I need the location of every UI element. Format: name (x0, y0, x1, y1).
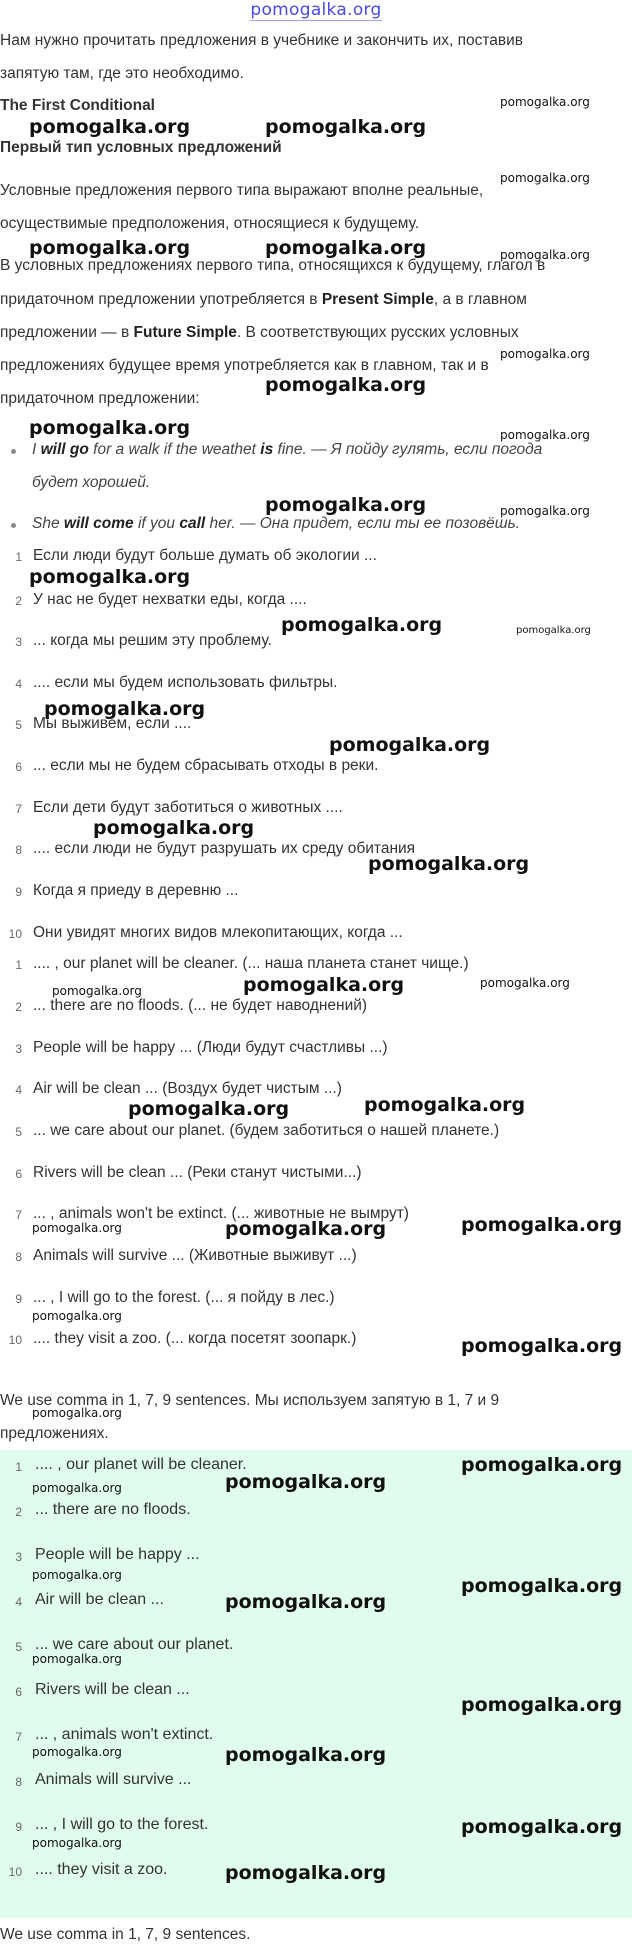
theory-p2-line4: предложениях будущее время употребляется как в главном, так и в (0, 357, 489, 374)
watermark: pomogalka.org (500, 347, 590, 361)
watermark: pomogalka.org (461, 1335, 623, 1357)
list-number: 8 (15, 1250, 22, 1264)
list-item: Они увидят многих видов млекопитающих, когда ... (33, 924, 403, 941)
watermark: pomogalka.org (480, 976, 570, 990)
list-number: 10 (8, 1865, 22, 1879)
list-number: 9 (15, 885, 22, 899)
final-line: We use comma in 1, 7, 9 sentences. (0, 1926, 251, 1943)
theory-p2-line5: придаточном предложении: (0, 390, 200, 407)
list-number: 4 (15, 677, 22, 691)
summary-line-1: We use comma in 1, 7, 9 sentences. Мы используем запятую в 1, 7 и 9 (0, 1392, 500, 1409)
watermark: pomogalka.org (516, 625, 591, 636)
list-item: .... если люди не будут разрушать их среду обитания (33, 840, 416, 857)
list-number: 10 (8, 927, 22, 941)
theory-p2-line3: предложении — в Future Simple. В соответствующих русских условных (0, 324, 519, 341)
example-1-line2: будет хорошей. (32, 474, 151, 491)
list-item: Если дети будут заботиться о животных .... (33, 799, 343, 816)
watermark: pomogalka.org (32, 1652, 122, 1666)
watermark: pomogalka.org (461, 1694, 623, 1716)
bullet-dot (11, 523, 16, 528)
watermark: pomogalka.org (500, 95, 590, 109)
list-number: 3 (15, 1550, 22, 1564)
watermark: pomogalka.org (461, 1575, 623, 1597)
list-number: 2 (15, 594, 22, 608)
list-number: 6 (15, 1685, 22, 1699)
list-item: ... , animals won't extinct. (35, 1726, 214, 1743)
list-item: .... , our planet will be cleaner. (... наша планета станет чище.) (33, 955, 469, 972)
list-item: ... we care about our planet. (будем заботиться о нашей планете.) (33, 1122, 500, 1139)
theory-p2-line2: придаточном предложении употребляется в Present Simple, а в главном (0, 291, 527, 308)
theory-p1-line2: осуществимые предположения, относящиеся к будущему. (0, 215, 420, 232)
watermark: pomogalka.org (500, 504, 590, 518)
list-number: 7 (15, 802, 22, 816)
list-item: Air will be clean ... (35, 1591, 164, 1608)
summary-line-2: предложениях. (0, 1425, 109, 1442)
list-number: 1 (15, 958, 22, 972)
list-item: .... , our planet will be cleaner. (35, 1456, 247, 1473)
list-item: Air will be clean ... (Воздух будет чистым ...) (33, 1080, 342, 1097)
watermark: pomogalka.org (32, 1481, 122, 1495)
watermark: pomogalka.org (32, 1568, 122, 1582)
list-item: ... когда мы решим эту проблему. (33, 632, 272, 649)
watermark: pomogalka.org (32, 1836, 122, 1850)
heading-russian-title: Первый тип условных предложений (0, 139, 282, 156)
list-number: 1 (15, 550, 22, 564)
list-item: Animals will survive ... (Животные выживут ...) (33, 1247, 357, 1264)
watermark: pomogalka.org (29, 417, 191, 439)
watermark: pomogalka.org (265, 494, 427, 516)
watermark: pomogalka.org (225, 1471, 387, 1493)
watermark: pomogalka.org (500, 428, 590, 442)
list-item: Когда я приеду в деревню ... (33, 882, 239, 899)
list-number: 3 (15, 635, 22, 649)
watermark: pomogalka.org (44, 698, 206, 720)
watermark: pomogalka.org (52, 984, 142, 998)
watermark: pomogalka.org (32, 1406, 122, 1420)
watermark: pomogalka.org (32, 1745, 122, 1759)
list-number: 5 (15, 1125, 22, 1139)
list-item: Rivers will be clean ... (35, 1681, 190, 1698)
list-item: .... they visit a zoo. (... когда посетят зоопарк.) (33, 1330, 357, 1347)
watermark: pomogalka.org (225, 1744, 387, 1766)
watermark: pomogalka.org (461, 1454, 623, 1476)
list-number: 10 (8, 1333, 22, 1347)
watermark: pomogalka.org (500, 171, 590, 185)
watermark: pomogalka.org (225, 1862, 387, 1884)
list-number: 7 (15, 1208, 22, 1222)
watermark: pomogalka.org (29, 566, 191, 588)
list-item: Если люди будут больше думать об экологии ... (33, 547, 377, 564)
list-number: 8 (15, 1775, 22, 1789)
list-item: .... they visit a zoo. (35, 1861, 168, 1878)
watermark: pomogalka.org (29, 116, 191, 138)
list-item: Animals will survive ... (35, 1771, 192, 1788)
list-item: ... there are no floods. (35, 1501, 191, 1518)
list-number: 5 (15, 1640, 22, 1654)
list-number: 9 (15, 1292, 22, 1306)
list-item: Мы выживем, если .... (33, 715, 192, 732)
watermark: pomogalka.org (265, 116, 427, 138)
watermark: pomogalka.org (329, 734, 491, 756)
list-number: 4 (15, 1083, 22, 1097)
theory-p2-line1: В условных предложениях первого типа, относящихся к будущему, глагол в (0, 257, 546, 274)
watermark: pomogalka.org (32, 1221, 122, 1235)
watermark: pomogalka.org (93, 817, 255, 839)
watermark: pomogalka.org (265, 237, 427, 259)
watermark: pomogalka.org (461, 1214, 623, 1236)
list-item: У нас не будет нехватки еды, когда .... (33, 591, 307, 608)
watermark: pomogalka.org (461, 1816, 623, 1838)
list-number: 4 (15, 1595, 22, 1609)
site-logo[interactable]: pomogalka.org (250, 0, 382, 20)
list-number: 6 (15, 760, 22, 774)
list-item: ... если мы не будем сбрасывать отходы в реки. (33, 757, 379, 774)
watermark: pomogalka.org (500, 248, 590, 262)
watermark: pomogalka.org (128, 1098, 290, 1120)
list-item: ... , I will go to the forest. (... я пойду в лес.) (33, 1289, 335, 1306)
watermark: pomogalka.org (364, 1094, 526, 1116)
list-number: 6 (15, 1167, 22, 1181)
bullet-dot (11, 449, 16, 454)
example-1-line1: I will go for a walk if the weathet is fine. — Я пойду гулять, если погода (32, 441, 543, 458)
list-item: ... , I will go to the forest. (35, 1816, 209, 1833)
watermark: pomogalka.org (225, 1591, 387, 1613)
list-number: 5 (15, 718, 22, 732)
example-2-line1: She will come if you call her. — Она придет, если ты ее позовёшь. (32, 515, 521, 532)
list-item: Rivers will be clean ... (Реки станут чистыми...) (33, 1164, 362, 1181)
watermark: pomogalka.org (243, 974, 405, 996)
intro-line-2: запятую там, где это необходимо. (0, 65, 244, 82)
intro-line-1: Нам нужно прочитать предложения в учебнике и закончить их, поставив (0, 32, 524, 49)
list-item: People will be happy ... (35, 1546, 200, 1563)
list-number: 2 (15, 1000, 22, 1014)
list-item: .... если мы будем использовать фильтры. (33, 674, 338, 691)
list-number: 8 (15, 843, 22, 857)
theory-p1-line1: Условные предложения первого типа выражают вполне реальные, (0, 182, 484, 199)
list-item: ... we care about our planet. (35, 1636, 234, 1653)
watermark: pomogalka.org (32, 1309, 122, 1323)
list-number: 1 (15, 1460, 22, 1474)
heading-first-conditional: The First Conditional (0, 97, 155, 114)
list-number: 7 (15, 1730, 22, 1744)
watermark: pomogalka.org (265, 374, 427, 396)
list-number: 3 (15, 1042, 22, 1056)
list-item: People will be happy ... (Люди будут счастливы ...) (33, 1039, 388, 1056)
list-number: 9 (15, 1820, 22, 1834)
list-item: ... , animals won't be extinct. (... животные не вымрут) (33, 1205, 409, 1222)
watermark: pomogalka.org (29, 237, 191, 259)
watermark: pomogalka.org (368, 853, 530, 875)
watermark: pomogalka.org (281, 614, 443, 636)
list-number: 2 (15, 1505, 22, 1519)
watermark: pomogalka.org (225, 1218, 387, 1240)
list-item: ... there are no floods. (... не будет наводнений) (33, 997, 368, 1014)
